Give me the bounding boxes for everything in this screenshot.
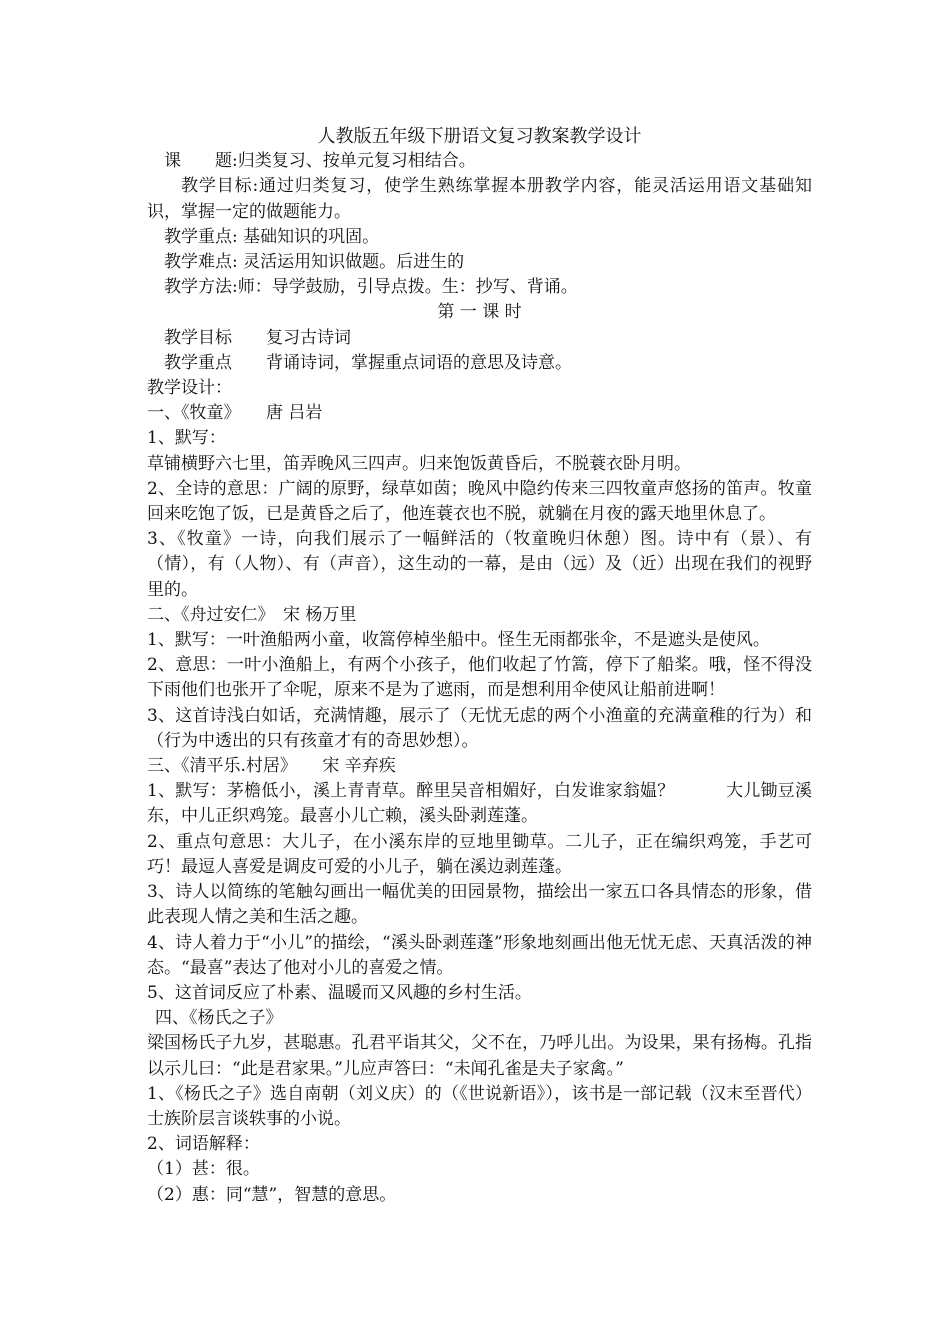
paragraph: 3、《牧童》一诗，向我们展示了一幅鲜活的（牧童晚归休憩）图。诗中有（景）、有（情），有（人物）、有（声音），这生动的一幕，是由（远）及（近）出现在我们的视野里的。 xyxy=(147,529,812,600)
document-title: 人教版五年级下册语文复习教案教学设计 xyxy=(317,126,642,147)
paragraph: 5、这首词反应了朴素、温暖而又风趣的乡村生活。 xyxy=(147,982,532,1003)
paragraph: 4、诗人着力于“小儿”的描绘，“溪头卧剥莲蓬”形象地刻画出他无忧无虑、天真活泼的神态。“最喜”表达了他对小儿的喜爱之情。 xyxy=(147,932,812,978)
teaching-difficulty: 教学难点: 灵活运用知识做题。后进生的 xyxy=(164,252,465,273)
paragraph: 1、默写： xyxy=(147,428,226,449)
paragraph: 2、意思：一叶小渔船上，有两个小孩子，他们收起了竹篙，停下了船桨。哦，怪不得没下雨他们也张开了伞呢，原来不是为了遮雨，而是想利用伞使风让船前进啊！ xyxy=(147,655,812,701)
paragraph: 1、《杨氏之子》选自南朝（刘义庆）的（《世说新语》），该书是一部记载（汉末至晋代）士族阶层言谈轶事的小说。 xyxy=(147,1083,812,1129)
lesson-topic: 课 题:归类复习、按单元复习相结合。 xyxy=(164,151,476,172)
paragraph: 2、词语解释： xyxy=(147,1134,260,1155)
teaching-goal: 教学目标:通过归类复习，使学生熟练掌握本册教学内容，能灵活运用语文基础知识，掌握一定的做题能力。 xyxy=(147,176,812,222)
paragraph: 3、这首诗浅白如话，充满情趣，展示了（无忧无虑的两个小渔童的充满童稚的行为）和（行为中透出的只有孩童才有的奇思妙想）。 xyxy=(147,705,812,751)
paragraph: 草铺横野六七里，笛弄晚风三四声。归来饱饭黄昏后，不脱蓑衣卧月明。 xyxy=(147,453,691,474)
teaching-design-heading: 教学设计： xyxy=(147,378,232,399)
section-heading: 二、《舟过安仁》 宋 杨万里 xyxy=(147,604,357,625)
lesson-one-goal: 教学目标 复习古诗词 xyxy=(164,327,351,348)
paragraph: 2、重点句意思：大儿子，在小溪东岸的豆地里锄草。二儿子，正在编织鸡笼，手艺可巧！最逗人喜爱是调皮可爱的小儿子，躺在溪边剥莲蓬。 xyxy=(147,831,812,877)
teaching-method: 教学方法:师：导学鼓励，引导点拨。生：抄写、背诵。 xyxy=(164,277,578,298)
paragraph: 2、全诗的意思：广阔的原野，绿草如茵；晚风中隐约传来三四牧童声悠扬的笛声。牧童回来吃饱了饭，已是黄昏之后了，他连蓑衣也不脱，就躺在月夜的露天地里休息了。 xyxy=(147,478,812,525)
lesson-one-focus: 教学重点 背诵诗词，掌握重点词语的意思及诗意。 xyxy=(164,352,572,373)
teaching-focus: 教学重点: 基础知识的巩固。 xyxy=(164,226,380,247)
list-item: （1）甚：很。 xyxy=(147,1159,260,1180)
list-item: （2）惠：同“慧”，智慧的意思。 xyxy=(147,1184,397,1205)
paragraph: 3、诗人以简练的笔触勾画出一幅优美的田园景物，描绘出一家五口各具情态的形象，借此表现人情之美和生活之趣。 xyxy=(147,882,812,928)
section-heading: 四、《杨氏之子》 xyxy=(155,1008,283,1029)
document-body xyxy=(147,124,812,1208)
section-heading: 一、《牧童》 唐 吕岩 xyxy=(147,403,323,424)
paragraph: 1、默写：茅檐低小，溪上青青草。醉里吴音相媚好，白发谁家翁媪？ 大儿锄豆溪东，中儿正织鸡笼。最喜小儿亡赖，溪头卧剥莲蓬。 xyxy=(147,781,812,827)
lesson-one-heading: 第 一 课 时 xyxy=(437,302,522,323)
paragraph: 梁国杨氏子九岁，甚聪惠。孔君平诣其父，父不在，乃呼儿出。为设果，果有扬梅。孔指以示儿曰：“此是君家果。”儿应声答曰：“未闻孔雀是夫子家禽。” xyxy=(147,1033,812,1079)
paragraph: 1、默写：一叶渔船两小童，收篙停棹坐船中。怪生无雨都张伞，不是遮头是使风。 xyxy=(147,630,770,651)
section-heading: 三、《清平乐.村居》 宋 辛弃疾 xyxy=(147,756,396,777)
